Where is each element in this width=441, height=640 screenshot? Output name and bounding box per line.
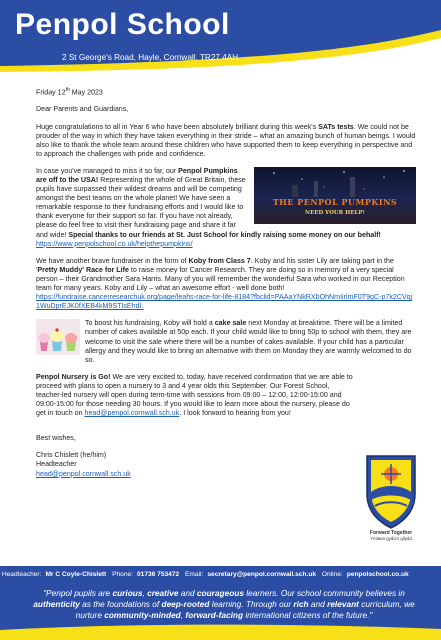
phone-label: Phone: bbox=[112, 571, 134, 578]
letterhead bbox=[0, 0, 441, 76]
paragraph-cake-sale: To boost his fundraising, Koby will hold a cake sale next Monday at breaktime. There will be a limited number of cakes available at 50p each. If your child would like to bring 50p to school with them, they are welcome to visit the sale where there will be a number of cakes available. If your child has a particular allergy and they would like to bring an alternative with them on Monday they are warmly welcomed to do so. bbox=[85, 319, 412, 364]
headteacher-email-link[interactable]: head@penpol.cornwall.sch.uk bbox=[36, 469, 131, 478]
email-label: Email: bbox=[185, 571, 204, 578]
sign-off: Best wishes, bbox=[36, 434, 76, 443]
crest-motto-english: Forward Together bbox=[369, 530, 413, 536]
paragraph-pumpkins: In case you've managed to miss it so far, our Penpol Pumpkins are off to the USA! Representing the whole of Great Britain, these pupils have surpassed their wildest dreams and will be competing amongst the best teams on the whole planet! We have seen a remarkable response to their fundraising efforts and I would like to thank everyone for their support so far. If you have not already, please do feel free to visit their fundraising page and share it far and wide! Special thanks to our friends at St. Just School for kindly raising some money on our behalf! bbox=[36, 166, 381, 239]
paragraph-koby: We have another brave fundraiser in the form of Koby from Class 7. Koby and his sister Lily are taking part in the 'Pretty Muddy' Race for Life to raise money for Cancer Research. They are doing so in memory of a very special person – their Grandmother Sara Harris. Many of you will remember the wonderful Sara who worked in our Reception team for many years. Koby and Lily – what an awesome effort - well done both! bbox=[36, 256, 405, 293]
pumpkins-fundraising-link[interactable]: https://www.penpolschool.co.uk/helpthepumpkins/ bbox=[36, 239, 193, 248]
email-value[interactable]: secretary@penpol.cornwall.sch.uk bbox=[207, 571, 317, 578]
letter-date: Friday 12th May 2023 bbox=[36, 87, 103, 97]
crest-shield-icon bbox=[363, 454, 419, 530]
paragraph-sats: Huge congratulations to all in Year 6 who have been absolutely brilliant during this week's SATs tests. We could not be prouder of the way in which they have taken everything in their stride – what an amazing bunch of human beings. I would also like to thank the whole team around these children who have supported them to keep everything in perspective and to approach the challenges with pride and confidence. bbox=[36, 122, 416, 158]
school-vision-statement: "Penpol pupils are curious, creative and courageous learners. Our school community believes in authenticity as the foundations of deep-rooted learning. Through our rich and relevant curriculum, we nurture community-minded, forward-facing international citizens of the future." bbox=[33, 588, 415, 621]
cake-photo bbox=[36, 319, 80, 355]
website-value[interactable]: penpolschool.co.uk bbox=[346, 571, 409, 578]
signatory-name: Chris Chislett (he/him) bbox=[36, 451, 107, 460]
letter-body bbox=[36, 86, 416, 479]
pumpkins-image-title: THE PENPOL PUMPKINS bbox=[272, 196, 398, 207]
pumpkins-image-subtitle: NEED YOUR HELP! bbox=[305, 209, 365, 216]
headteacher-value: Mr C Coyle-Chislett bbox=[45, 571, 107, 578]
signatory-title: Headteacher bbox=[36, 460, 77, 469]
salutation: Dear Parents and Guardians, bbox=[36, 105, 129, 114]
online-label: Online: bbox=[321, 571, 343, 578]
crest-caption bbox=[358, 530, 424, 541]
nursery-email-link[interactable]: head@penpol.cornwall.sch.uk bbox=[84, 409, 180, 418]
penpol-pumpkins-image bbox=[254, 167, 416, 224]
school-name: Penpol School bbox=[15, 8, 230, 41]
school-address: 2 St George's Road, Hayle, Cornwall, TR27 4AH bbox=[62, 53, 239, 62]
stars-graphic bbox=[254, 167, 416, 197]
phone-value[interactable]: 01736 753472 bbox=[137, 571, 180, 578]
paragraph-nursery: Penpol Nursery is Go! We are very excited to, today, have received confirmation that we are able to proceed with plans to open a nursery to 3 and 4 year olds this September. Our Forest School, teacher-led nursery will open during term-time with sessions from 09:00 – 12:00, 12:00-15:00 and 09:00-15:00 for those needing 30 hours. If you would like to learn more about the nursery, please do get in touch on head@penpol.cornwall.sch.uk. I look forward to hearing from you! bbox=[36, 372, 353, 418]
headteacher-label: Headteacher: bbox=[1, 571, 42, 578]
race-for-life-link[interactable]: https://fundraise.cancerresearchuk.org/page/leahs-race-for-life-8184?fbclid=PAAaYNkRXbOhNmIirlmF0T9gC-p7k2CVqj1WuDprEJK0fXEB4kM9STIsEhdI. bbox=[36, 293, 413, 311]
contact-bar bbox=[0, 566, 441, 583]
school-crest bbox=[363, 454, 419, 530]
crest-motto-welsh: Ymlaen gyda'n gilydd bbox=[370, 536, 412, 541]
cupcakes-graphic bbox=[36, 319, 80, 355]
